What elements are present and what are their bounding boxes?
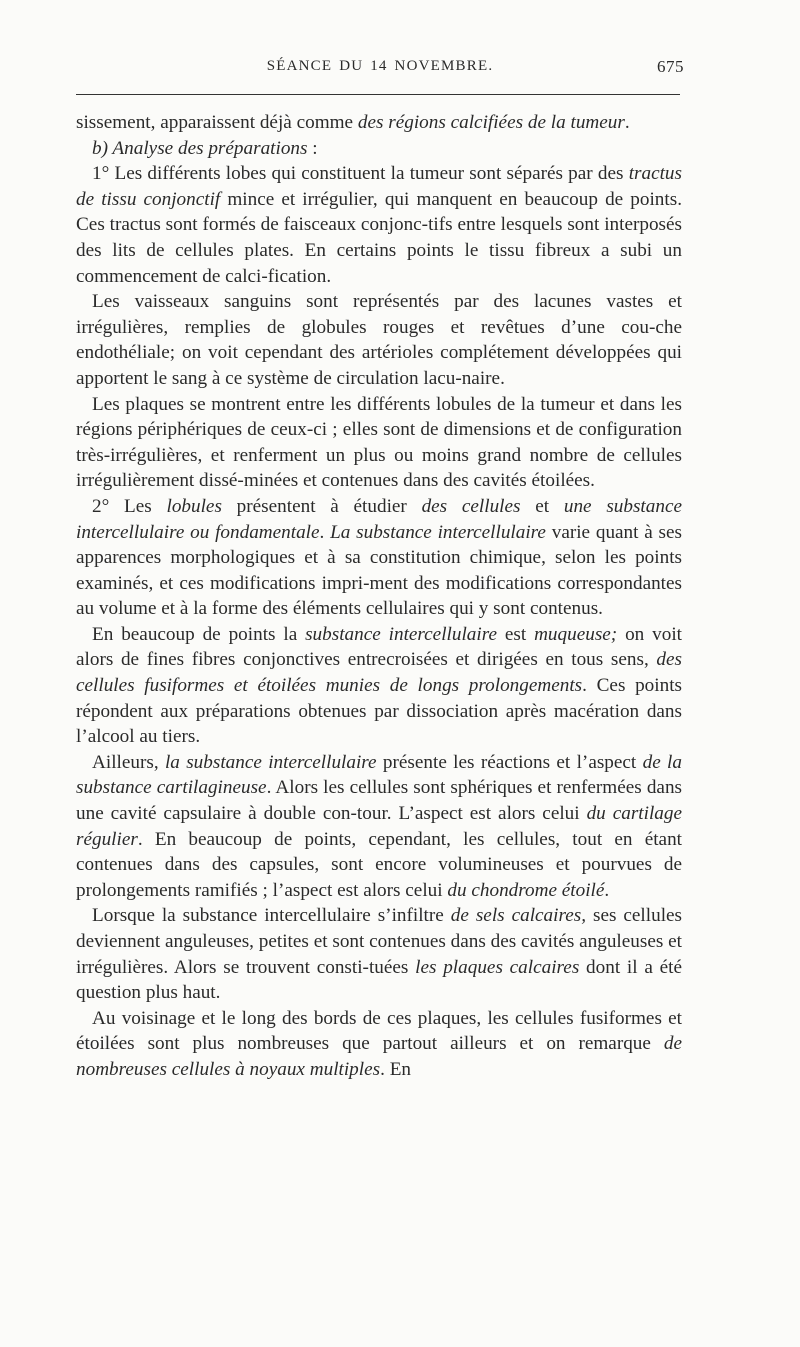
italic-text: des cellules xyxy=(421,495,521,517)
running-header xyxy=(76,58,684,88)
italic-text: lobules xyxy=(166,495,222,517)
text-run: Lorsque la substance intercellulaire s’infiltre xyxy=(92,905,451,927)
text-run: on voit alors de fines fibres conjonctives entrecroisées et dirigées en tous sens, xyxy=(76,623,682,671)
text-run: Ailleurs, xyxy=(92,751,165,773)
text-run: présente les réactions et l’aspect xyxy=(376,751,643,773)
italic-text: du cartilage régulier xyxy=(76,803,682,850)
text-run: dont il a été question plus haut. xyxy=(76,956,683,1004)
body-text xyxy=(76,110,682,1083)
italic-text: des cellules fusiformes et étoilées munies de longs prolongements xyxy=(76,649,682,697)
paragraph xyxy=(76,494,682,622)
text-run: . xyxy=(319,521,331,543)
italic-text: de la substance cartilagineuse xyxy=(76,751,682,799)
text-run: . En beaucoup de points, cependant, les cellules, tout en étant contenues dans des capsules, sont encore volumineuses et pourvues de prolongements ramifiés ; l’aspect est alors celui xyxy=(76,828,682,901)
paragraph-continuation xyxy=(76,110,682,136)
running-title: SÉANCE DU 14 NOVEMBRE. xyxy=(266,58,494,74)
paragraph xyxy=(76,161,682,289)
text-run: présentent à étudier xyxy=(221,495,422,517)
paragraph xyxy=(76,289,682,391)
text-run: . Alors les cellules sont sphériques et renfermées dans une cavité capsulaire à double con-tour. L’aspect est alors celui xyxy=(76,777,683,825)
text-run: mince et irrégulier, qui manquent en beaucoup de points. Ces tractus sont formés de faisceaux conjonc-tifs entre lesquels sont interposés des lits de cellules plates. En certains points le tissu fibreux a subi un commencement de calci-fication. xyxy=(76,188,682,287)
italic-text: des régions calcifiées de la tumeur xyxy=(357,112,625,133)
paragraph xyxy=(76,903,682,1005)
italic-text: b) Analyse des préparations xyxy=(92,137,308,159)
text-run: 2° Les xyxy=(92,495,167,517)
text-run: Les plaques se montrent entre les différents lobules de la tumeur et dans les régions périphériques de ceux-ci ; elles sont de dimensions et de configuration très-irrégulières, et renferment un plus ou moins grand nombre de cellules irrégulièrement dissé-minées et contenues dans des cavités étoilées. xyxy=(76,393,682,492)
header-rule xyxy=(76,94,680,95)
text-run: est xyxy=(497,623,535,645)
italic-text: les plaques calcaires xyxy=(415,956,580,978)
paragraph xyxy=(76,622,682,750)
text-run: . xyxy=(604,879,610,901)
text-run: : xyxy=(307,137,318,159)
italic-text: une substance intercellulaire ou fondamentale xyxy=(76,495,682,543)
italic-text: la substance intercellulaire xyxy=(164,751,377,773)
page-number: 675 xyxy=(657,57,684,76)
paragraph xyxy=(76,392,682,494)
text-run: Les vaisseaux sanguins sont représentés par des lacunes vastes et irrégulières, remplies de globules rouges et revêtues d’une cou-che endothéliale; on voit cependant des artérioles complétement développées qui apportent le sang à ce système de circulation lacu-naire. xyxy=(76,291,682,389)
text-run: . Ces points répondent aux préparations obtenues par dissociation après macération dans l’alcool au tiers. xyxy=(76,675,683,748)
text-run: Au voisinage et le long des bords de ces plaques, les cellules fusiformes et étoilées sont plus nombreuses que partout ailleurs et on remarque xyxy=(76,1007,682,1055)
italic-text: muqueuse; xyxy=(534,623,618,645)
italic-text: La substance intercellulaire xyxy=(330,521,546,543)
italic-text: de sels calcaires, xyxy=(450,905,587,927)
text-run: sissement, apparaissent déjà comme xyxy=(76,112,358,133)
paragraph xyxy=(76,750,682,904)
italic-text: tractus de tissu conjonctif xyxy=(76,163,682,210)
italic-text: du chondrome étoilé xyxy=(447,879,605,901)
italic-text: substance intercellulaire xyxy=(305,623,497,645)
italic-text: de nombreuses cellules à noyaux multiples xyxy=(76,1033,682,1080)
text-run: 1° Les différents lobes qui constituent la tumeur sont séparés par des xyxy=(92,163,629,185)
text-run: . xyxy=(624,112,630,133)
paragraph xyxy=(76,1006,682,1083)
text-run: varie quant à ses apparences morphologiques et à sa constitution chimique, selon les points examinés, et ces modifications impri-ment des modifications correspondantes au volume et à la forme des éléments cellulaires qui y sont contenus. xyxy=(76,521,682,620)
paragraph-subheading xyxy=(76,136,682,162)
text-run: ses cellules deviennent anguleuses, petites et sont contenues dans des cavités anguleuses et irrégulières. Alors se trouvent consti-tuées xyxy=(76,905,683,978)
text-run: . En xyxy=(380,1058,412,1080)
text-run: et xyxy=(520,495,564,517)
text-run: En beaucoup de points la xyxy=(92,623,306,645)
